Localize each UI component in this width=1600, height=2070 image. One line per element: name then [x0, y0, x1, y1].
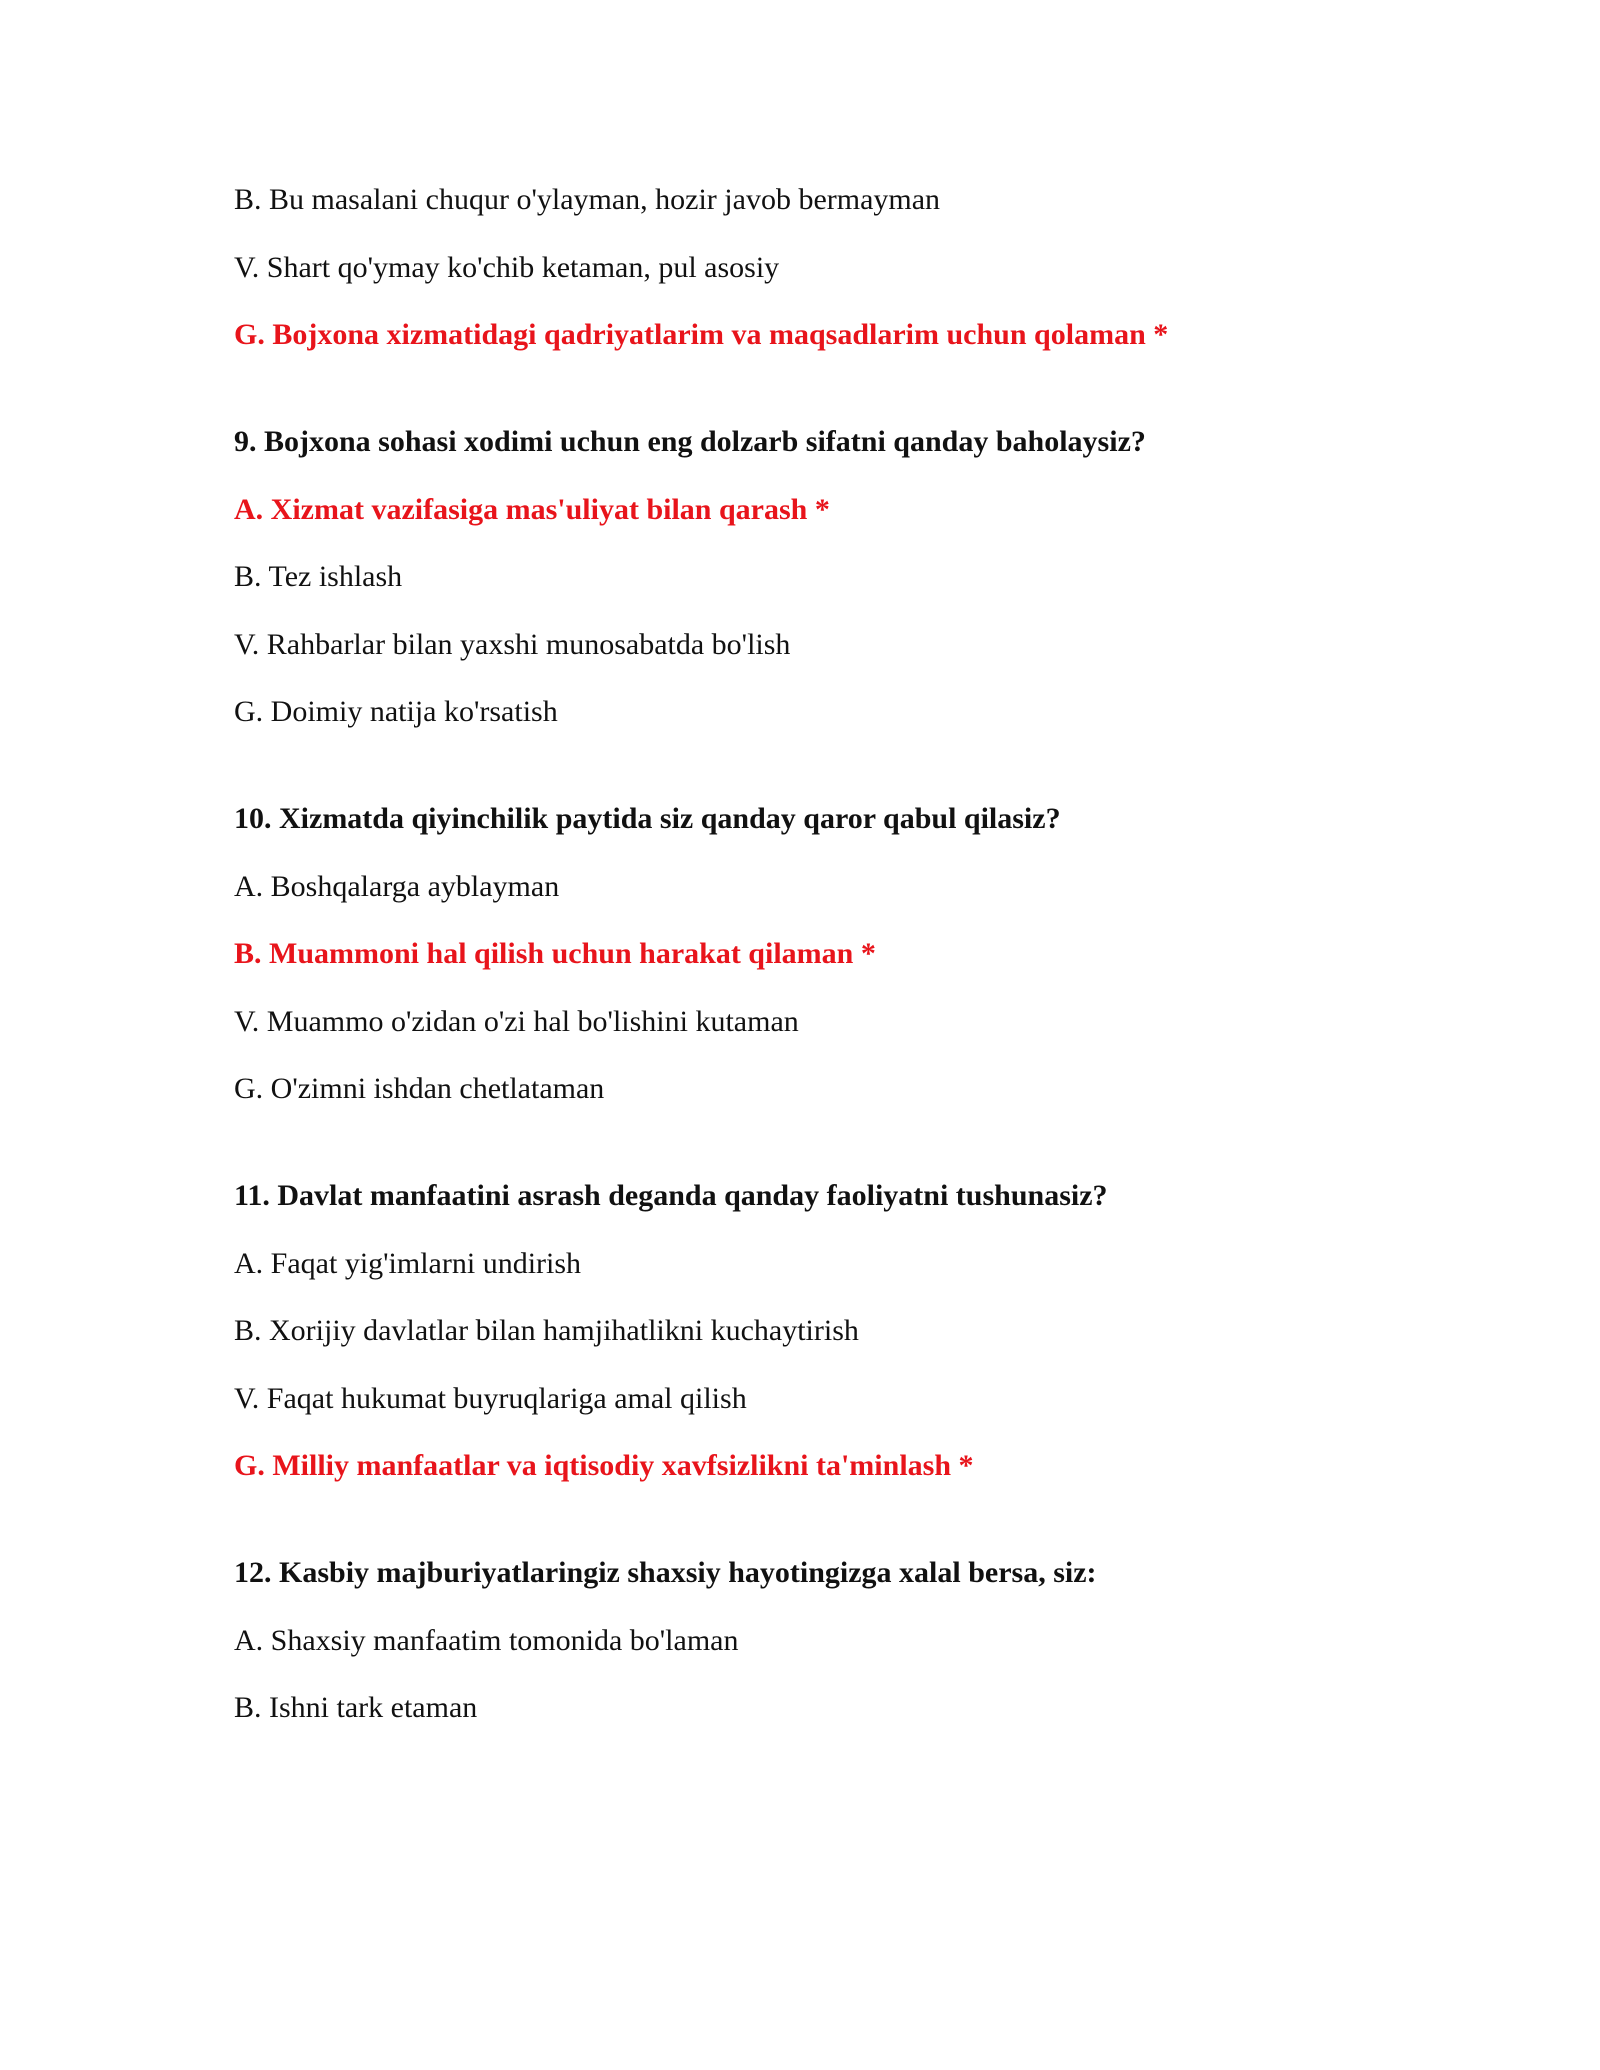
answer-option: B. Tez ishlash: [234, 560, 403, 593]
correct-answer-option: A. Xizmat vazifasiga mas'uliyat bilan qarash *: [234, 492, 830, 526]
question-title: 10. Xizmatda qiyinchilik paytida siz qanday qaror qabul qilasiz?: [234, 802, 1061, 835]
answer-option: B. Ishni tark etaman: [234, 1691, 478, 1724]
answer-option: V. Shart qo'ymay ko'chib ketaman, pul asosiy: [234, 250, 780, 284]
quiz-content: [234, 180, 1434, 1756]
correct-answer-option: B. Muammoni hal qilish uchun harakat qilaman *: [234, 937, 876, 970]
question-title: 12. Kasbiy majburiyatlaringiz shaxsiy hayotingizga xalal bersa, siz:: [234, 1556, 1097, 1589]
correct-answer-option: G. Bojxona xizmatidagi qadriyatlarim va maqsadlarim uchun qolaman *: [234, 318, 1169, 351]
question-title: 11. Davlat manfaatini asrash deganda qanday faoliyatni tushunasiz?: [234, 1179, 1108, 1212]
question-title: 9. Bojxona sohasi xodimi uchun eng dolzarb sifatni qanday baholaysiz?: [234, 425, 1146, 458]
answer-option: G. Doimiy natija ko'rsatish: [234, 695, 558, 728]
answer-option: G. O'zimni ishdan chetlataman: [234, 1072, 605, 1105]
answer-option: A. Boshqalarga ayblayman: [234, 869, 560, 903]
answer-option: B. Bu masalani chuqur o'ylayman, hozir javob bermayman: [234, 183, 941, 216]
answer-option: V. Faqat hukumat buyruqlariga amal qilish: [234, 1381, 747, 1415]
answer-option: V. Rahbarlar bilan yaxshi munosabatda bo'lish: [234, 627, 791, 661]
answer-option: B. Xorijiy davlatlar bilan hamjihatlikni kuchaytirish: [234, 1314, 859, 1347]
answer-option: A. Faqat yig'imlarni undirish: [234, 1246, 582, 1280]
correct-answer-option: G. Milliy manfaatlar va iqtisodiy xavfsizlikni ta'minlash *: [234, 1449, 974, 1482]
answer-option: A. Shaxsiy manfaatim tomonida bo'laman: [234, 1623, 739, 1657]
answer-option: V. Muammo o'zidan o'zi hal bo'lishini kutaman: [234, 1004, 799, 1038]
